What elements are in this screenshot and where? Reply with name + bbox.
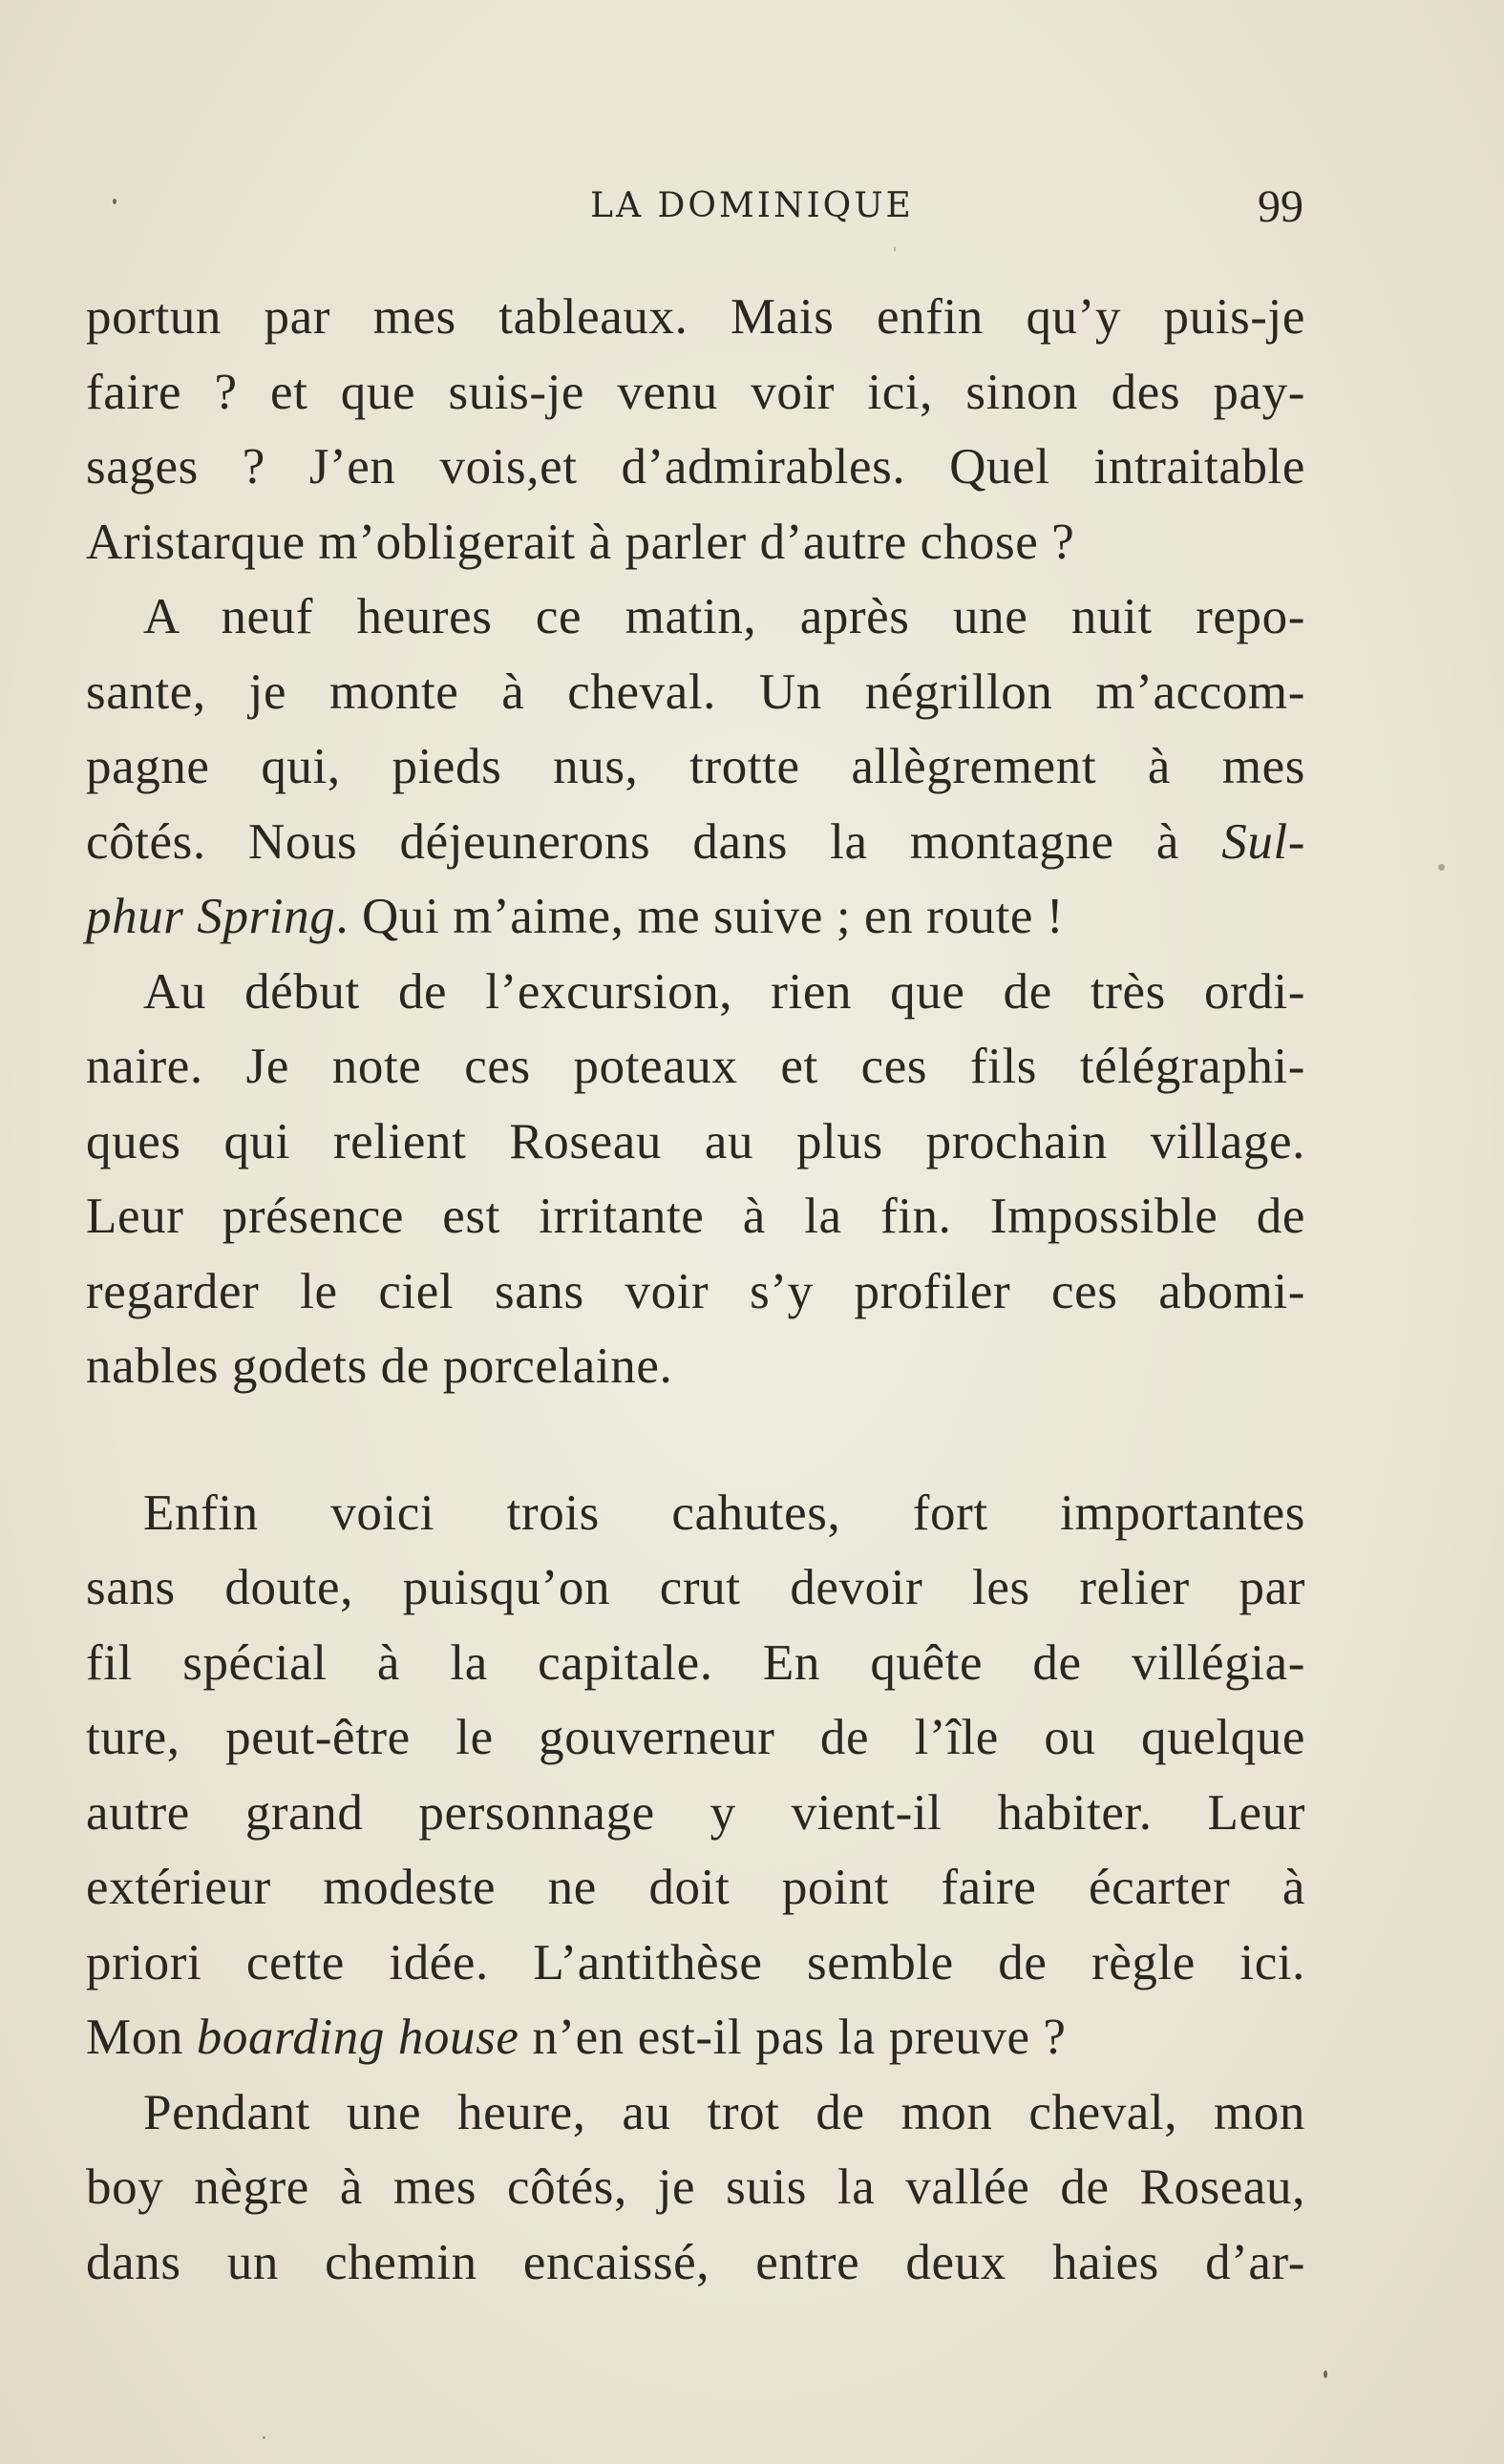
text-line: faire ? et que suis-je venu voir ici, sinon des pay- — [86, 364, 1305, 420]
text-line: Aristarque m’obligerait à parler d’autre chose ? — [86, 514, 1075, 570]
text-line: fil spécial à la capitale. En quête de villégia- — [86, 1634, 1305, 1691]
text-line — [86, 879, 1305, 955]
running-head — [0, 181, 1504, 243]
section-break — [86, 1404, 1305, 1476]
text-segment: . Qui m’aime, me suive ; en route ! — [335, 889, 1065, 944]
text-line — [86, 2000, 1305, 2075]
text-line: extérieur modeste ne doit point faire écarter à — [86, 1860, 1305, 1915]
text-line: nables godets de porcelaine. — [86, 1338, 673, 1394]
italic-segment: boarding house — [196, 2010, 519, 2065]
text-segment: n’en est-il pas la preuve ? — [519, 2010, 1067, 2065]
text-line: naire. Je note ces poteaux et ces fils télégraphi- — [86, 1039, 1305, 1094]
page-number: 99 — [1258, 181, 1303, 232]
text-line: ture, peut-être le gouverneur de l’île ou quelque — [86, 1710, 1305, 1765]
text-line: A neuf heures ce matin, après une nuit repo- — [143, 589, 1305, 644]
text-line: priori cette idée. L’antithèse semble de règle ici. — [86, 1934, 1305, 1990]
text-line: dans un chemin encaissé, entre deux haies d’ar- — [86, 2234, 1305, 2290]
text-line: sante, je monte à cheval. Un négrillon m’accom- — [86, 663, 1305, 720]
italic-segment: phur Spring — [86, 889, 336, 944]
text-line: ques qui relient Roseau au plus prochain village. — [86, 1113, 1305, 1169]
text-line: Au début de l’excursion, rien que de très ordi- — [143, 963, 1305, 1020]
text-line: autre grand personnage y vient-il habiter. Leur — [86, 1784, 1305, 1841]
text-line — [86, 805, 1305, 880]
text-line: Leur présence est irritante à la fin. Impossible de — [86, 1189, 1305, 1244]
italic-segment: Sul- — [1221, 813, 1305, 870]
paper-speck — [1324, 2370, 1327, 2378]
text-segment: côtés. Nous déjeunerons dans la montagne à — [86, 813, 1222, 870]
paper-speck — [894, 246, 896, 252]
text-line: portun par mes tableaux. Mais enfin qu’y puis-je — [86, 289, 1305, 345]
paper-speck — [1438, 864, 1445, 871]
text-line: sages ? J’en vois,et d’admirables. Quel intraitable — [86, 439, 1305, 495]
text-line: sans doute, puisqu’on crut devoir les relier par — [86, 1560, 1305, 1615]
text-segment: Mon — [86, 2010, 197, 2065]
text-line: regarder le ciel sans voir s’y profiler ces abomi- — [86, 1263, 1305, 1319]
paper-speck — [113, 199, 117, 204]
text-line: Enfin voici trois cahutes, fort importantes — [143, 1485, 1305, 1541]
body-text — [86, 280, 1305, 2300]
text-line: Pendant une heure, au trot de mon cheval, mon — [143, 2084, 1305, 2140]
text-line: pagne qui, pieds nus, trotte allègrement à mes — [86, 739, 1305, 794]
text-line: boy nègre à mes côtés, je suis la vallée de Roseau, — [86, 2159, 1305, 2215]
paper-speck — [263, 2436, 265, 2439]
running-title: LA DOMINIQUE — [590, 186, 914, 225]
